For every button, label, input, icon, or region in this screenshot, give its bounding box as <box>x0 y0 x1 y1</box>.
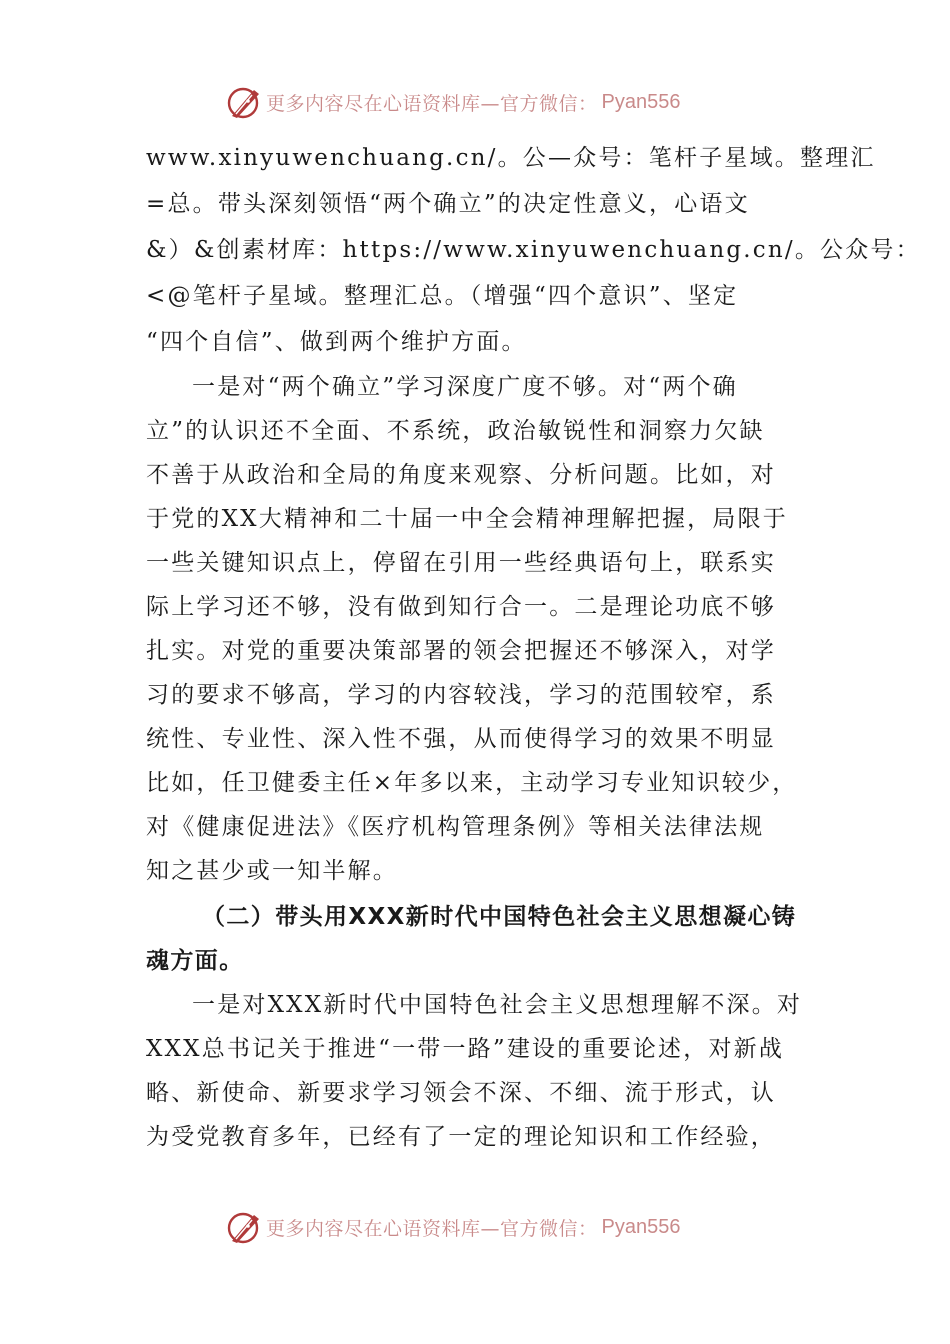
watermark-id: Pyan556 <box>601 90 681 113</box>
body-line: 于党的XX大精神和二十届一中全会精神理解把握，局限于 <box>146 506 788 532</box>
body-line: 习的要求不够高，学习的内容较浅，学习的范围较窄，系 <box>146 682 776 708</box>
body-line: 知之甚少或一知半解。 <box>146 858 398 884</box>
watermark-id: Pyan556 <box>601 1215 681 1238</box>
body-line: 略、新使命、新要求学习领会不深、不细、流于形式，认 <box>146 1080 776 1106</box>
footer-watermark <box>0 1207 950 1247</box>
body-line: www.xinyuwenchuang.cn/。公—众号：笔杆子星域。整理汇 <box>146 145 876 171</box>
section-heading-cont: 魂方面。 <box>146 948 244 974</box>
body-line: 立”的认识还不全面、不系统，政治敏锐性和洞察力欠缺 <box>146 418 765 444</box>
pen-nib-logo-icon <box>226 84 262 120</box>
watermark-text: 更多内容尽在心语资料库—官方微信： <box>266 1217 598 1240</box>
body-line: 一些关键知识点上，停留在引用一些经典语句上，联系实 <box>146 550 776 576</box>
body-line: “四个自信”、做到两个维护方面。 <box>146 329 527 355</box>
body-line: 际上学习还不够，没有做到知行合一。二是理论功底不够 <box>146 594 776 620</box>
body-line: &）&创素材库：https://www.xinyuwenchuang.cn/。公众号： <box>146 237 921 263</box>
body-line: 统性、专业性、深入性不强，从而使得学习的效果不明显 <box>146 726 776 752</box>
body-line: 不善于从政治和全局的角度来观察、分析问题。比如，对 <box>146 462 776 488</box>
pen-nib-logo-icon <box>226 1209 262 1245</box>
header-watermark <box>0 82 950 122</box>
body-line: 一是对XXX新时代中国特色社会主义思想理解不深。对 <box>192 992 803 1018</box>
body-line: XXX总书记关于推进“一带一路”建设的重要论述，对新战 <box>146 1036 785 1062</box>
watermark-text: 更多内容尽在心语资料库—官方微信： <box>266 92 598 115</box>
body-line: 比如，任卫健委主任×年多以来，主动学习专业知识较少， <box>146 770 798 796</box>
section-heading: （二）带头用XXX新时代中国特色社会主义思想凝心铸 <box>202 904 797 930</box>
body-line: 对《健康促进法》《医疗机构管理条例》等相关法律法规 <box>146 814 765 840</box>
body-line: <@笔杆子星域。整理汇总。（增强“四个意识”、坚定 <box>146 283 739 309</box>
body-line: 一是对“两个确立”学习深度广度不够。对“两个确 <box>192 374 738 400</box>
body-line: 为受党教育多年，已经有了一定的理论知识和工作经验， <box>146 1124 776 1150</box>
body-line: =总。带头深刻领悟“两个确立”的决定性意义，心语文 <box>146 191 750 217</box>
body-line: 扎实。对党的重要决策部署的领会把握还不够深入，对学 <box>146 638 776 664</box>
